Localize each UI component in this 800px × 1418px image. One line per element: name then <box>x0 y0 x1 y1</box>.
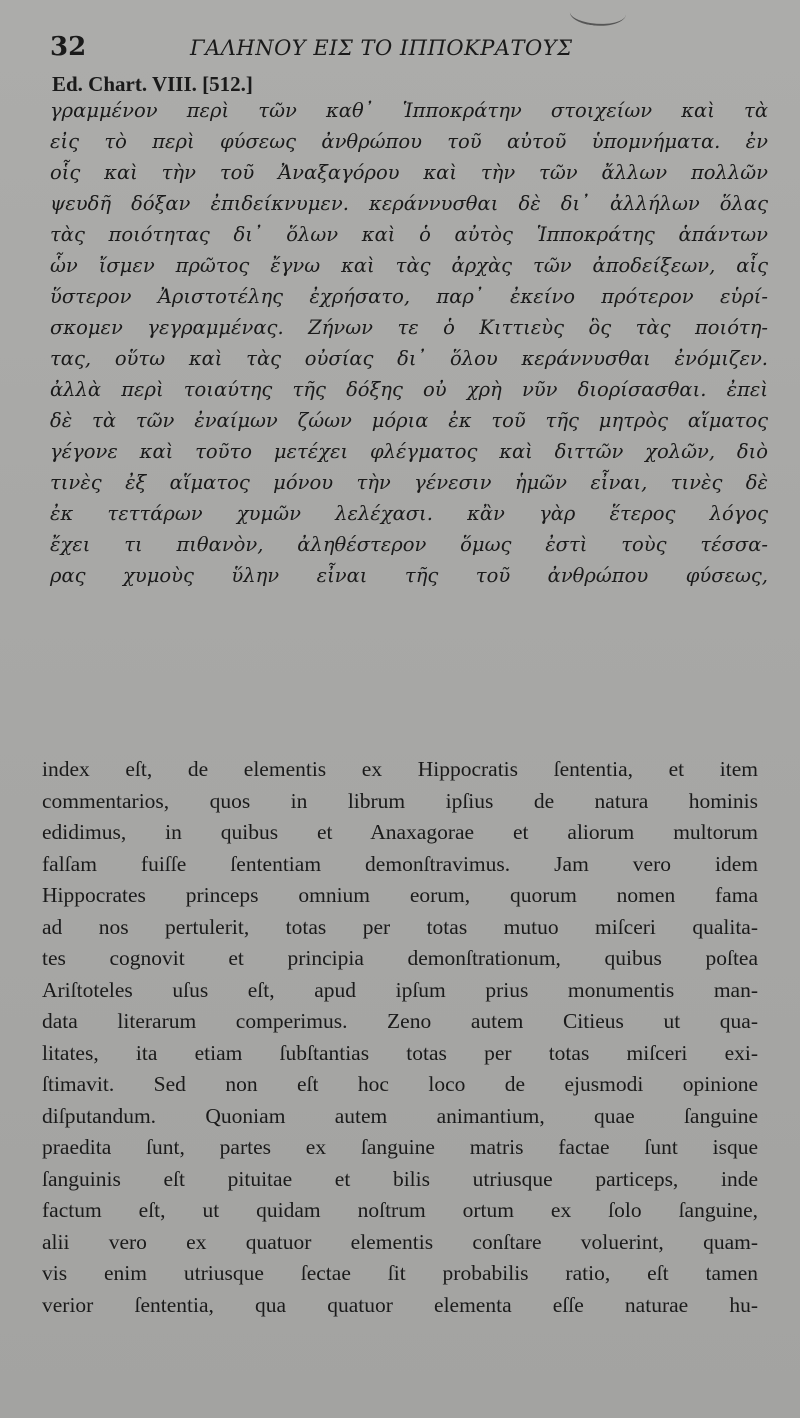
page-number: 32 <box>50 32 87 62</box>
greek-line: τὰς ποιότητας δι᾽ ὅλων καὶ ὁ αὐτὸς Ἱπποκράτης ἁπάντων <box>50 223 768 246</box>
greek-line: οἷς καὶ τὴν τοῦ Ἀναξαγόρου καὶ τὴν τῶν ἄλλων πολλῶν <box>50 161 768 184</box>
greek-line: ἀλλὰ περὶ τοιαύτης τῆς δόξης οὐ χρὴ νῦν διορίσασθαι. ἐπεὶ <box>50 378 768 401</box>
greek-text-block <box>50 95 768 591</box>
latin-line: falſam fuiſſe ſententiam demonſtravimus. Jam vero idem <box>42 851 758 876</box>
latin-line: diſputandum. Quoniam autem animantium, quae ſanguine <box>42 1103 758 1128</box>
greek-line: γέγονε καὶ τοῦτο μετέχει φλέγματος καὶ διττῶν χολῶν, διὸ <box>50 440 768 463</box>
greek-line: ὧν ἴσμεν πρῶτος ἔγνω καὶ τὰς ἀρχὰς τῶν ἀποδείξεων, αἷς <box>50 254 768 277</box>
edition-reference: Ed. Chart. VIII. [512.] <box>52 72 253 96</box>
greek-line: ψευδῆ δόξαν ἐπιδείκνυμεν. κεράννυσθαι δὲ δι᾽ ἀλλήλων ὅλας <box>50 192 768 215</box>
latin-line: commentarios, quos in librum ipſius de natura hominis <box>42 788 758 813</box>
latin-line: litates, ita etiam ſubſtantias totas per totas miſceri exi- <box>42 1040 758 1065</box>
latin-line: alii vero ex quatuor elementis conſtare voluerint, quam- <box>42 1229 758 1254</box>
latin-line: Ariſtoteles uſus eſt, apud ipſum prius monumentis man- <box>42 977 758 1002</box>
latin-line: ſanguinis eſt pituitae et bilis utriusque particeps, inde <box>42 1166 758 1191</box>
greek-line: ρας χυμοὺς ὕλην εἶναι τῆς τοῦ ἀνθρώπου φύσεως, <box>50 564 768 587</box>
greek-line: τας, οὕτω καὶ τὰς οὐσίας δι᾽ ὅλου κεράννυσθαι ἐνόμιζεν. <box>50 347 768 370</box>
greek-line: ὕστερον Ἀριστοτέλης ἐχρήσατο, παρ᾽ ἐκείνο πρότερον εὑρί- <box>50 285 768 308</box>
running-title: ΓΑΛΗΝΟΥ ΕΙΣ ΤΟ ΙΠΠΟΚΡΑΤΟΥΣ <box>190 36 573 60</box>
greek-line: ἔχει τι πιθανὸν, ἀληθέστερον ὅμως ἐστὶ τοὺς τέσσα- <box>50 533 768 556</box>
scan-margin-mark <box>568 0 627 30</box>
latin-line: Hippocrates princeps omnium eorum, quorum nomen fama <box>42 883 758 907</box>
latin-line: factum eſt, ut quidam noſtrum ortum ex ſolo ſanguine, <box>42 1198 758 1222</box>
latin-line: vis enim utriusque ſectae ſit probabilis ratio, eſt tamen <box>42 1261 758 1285</box>
latin-line: verior ſententia, qua quatuor elementa eſſe naturae hu- <box>42 1292 758 1317</box>
greek-line: δὲ τὰ τῶν ἐναίμων ζώων μόρια ἐκ τοῦ τῆς μητρὸς αἵματος <box>50 409 768 432</box>
latin-line: ad nos pertulerit, totas per totas mutuo miſceri qualita- <box>42 914 758 939</box>
greek-line: γραμμένον περὶ τῶν καθ᾽ Ἱπποκράτην στοιχείων καὶ τὰ <box>50 99 768 122</box>
latin-line: index eſt, de elementis ex Hippocratis ſententia, et item <box>42 757 758 781</box>
greek-line: τινὲς ἐξ αἵματος μόνου τὴν γένεσιν ἡμῶν εἶναι, τινὲς δὲ <box>50 471 768 494</box>
latin-text-block <box>42 754 758 1321</box>
latin-line: edidimus, in quibus et Anaxagorae et aliorum multorum <box>42 820 758 844</box>
latin-line: praedita ſunt, partes ex ſanguine matris factae ſunt isque <box>42 1135 758 1159</box>
latin-line: tes cognovit et principia demonſtrationum, quibus poſtea <box>42 946 758 970</box>
greek-line: σκομεν γεγραμμένας. Ζήνων τε ὁ Κιττιεὺς ὃς τὰς ποιότη- <box>50 316 768 339</box>
greek-line: εἰς τὸ περὶ φύσεως ἀνθρώπου τοῦ αὐτοῦ ὑπομνήματα. ἐν <box>50 130 768 153</box>
greek-line: ἐκ τεττάρων χυμῶν λελέχασι. κἂν γὰρ ἕτερος λόγος <box>50 502 768 525</box>
latin-line: ſtimavit. Sed non eſt hoc loco de ejusmodi opinione <box>42 1072 758 1096</box>
latin-line: data literarum comperimus. Zeno autem Citieus ut qua- <box>42 1009 758 1033</box>
page-header <box>50 32 770 68</box>
